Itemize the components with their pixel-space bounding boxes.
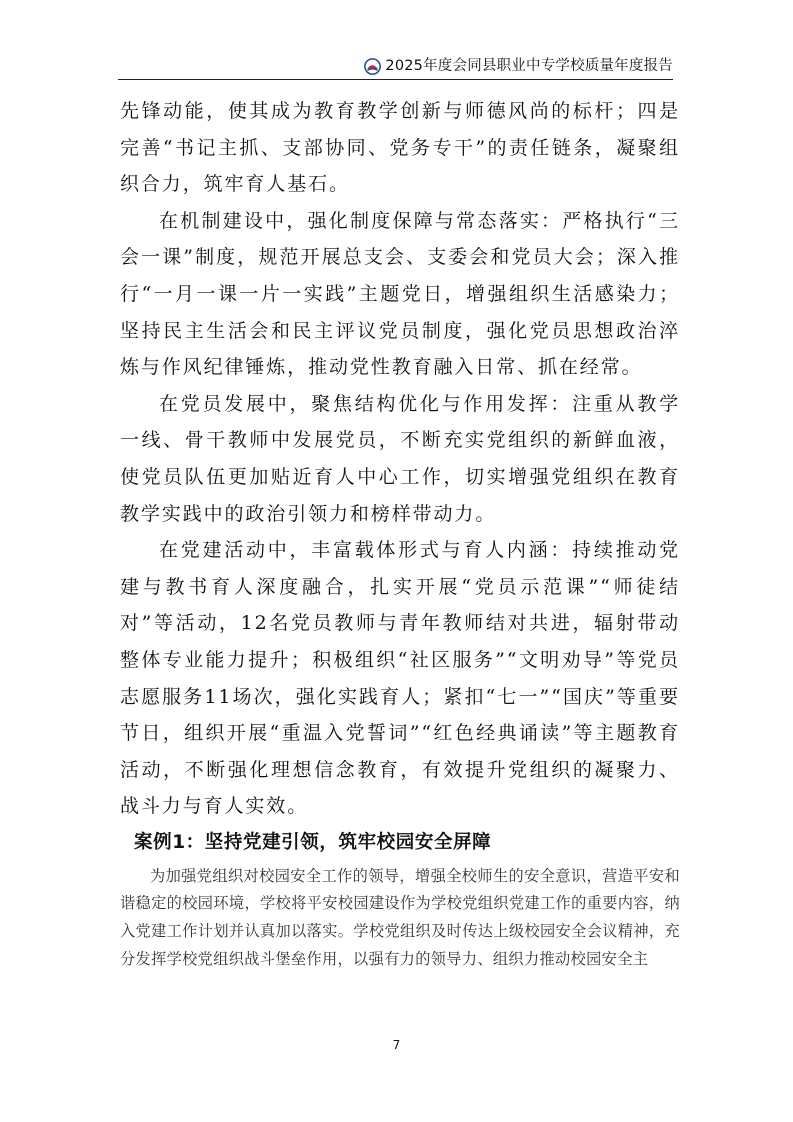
page-number: 7 (392, 1038, 401, 1052)
report-title: 2025年度会同县职业中专学校质量年度报告 (385, 58, 673, 74)
paragraph-party-activities: 在党建活动中，丰富载体形式与育人内涵：持续推动党建与教书育人深度融合，扎实开展“党员示范课”“师徒结对”等活动，12名党员教师与青年教师结对共进，辐射带动整体专业能力提升；积极组织“社区服务”“文明劝导”等党员志愿服务11场次，强化实践育人；紧扣“七一”“国庆”等重要节日，组织开展“重温入党誓词”“红色经典诵读”等主题教育活动，不断强化理想信念教育，有效提升党组织的凝聚力、战斗力与育人实效。 (120, 539, 680, 818)
paragraph-continuation: 先锋动能，使其成为教育教学创新与师德风尚的标杆；四是完善“书记主抓、支部协同、党务专干”的责任链条，凝聚组织合力，筑牢育人基石。 (120, 100, 680, 196)
page-header (118, 44, 673, 80)
case-heading: 案例1：坚持党建引领，筑牢校园安全屏障 (134, 831, 492, 853)
school-logo-icon (364, 58, 381, 75)
paragraph-member-development: 在党员发展中，聚焦结构优化与作用发挥：注重从教学一线、骨干教师中发展党员，不断充实党组织的新鲜血液，使党员队伍更加贴近育人中心工作，切实增强党组织在教育教学实践中的政治引领力和榜样带动力。 (120, 392, 680, 525)
document-body (120, 93, 680, 973)
case-paragraph: 为加强党组织对校园安全工作的领导，增强全校师生的安全意识，营造平安和谐稳定的校园环境，学校将平安校园建设作为学校党组织党建工作的重要内容，纳入党建工作计划并认真加以落实。学校党组织及时传达上级校园安全会议精神，充分发挥学校党组织战斗堡垒作用，以强有力的领导力、组织力推动校园安全主 (120, 866, 680, 968)
paragraph-mechanism: 在机制建设中，强化制度保障与常态落实：严格执行“三会一课”制度，规范开展总支会、支委会和党员大会；深入推行“一月一课一片一实践”主题党日，增强组织生活感染力；坚持民主生活会和民主评议党员制度，强化党员思想政治淬炼与作风纪律锤炼，推动党性教育融入日常、抓在经常。 (120, 209, 680, 379)
